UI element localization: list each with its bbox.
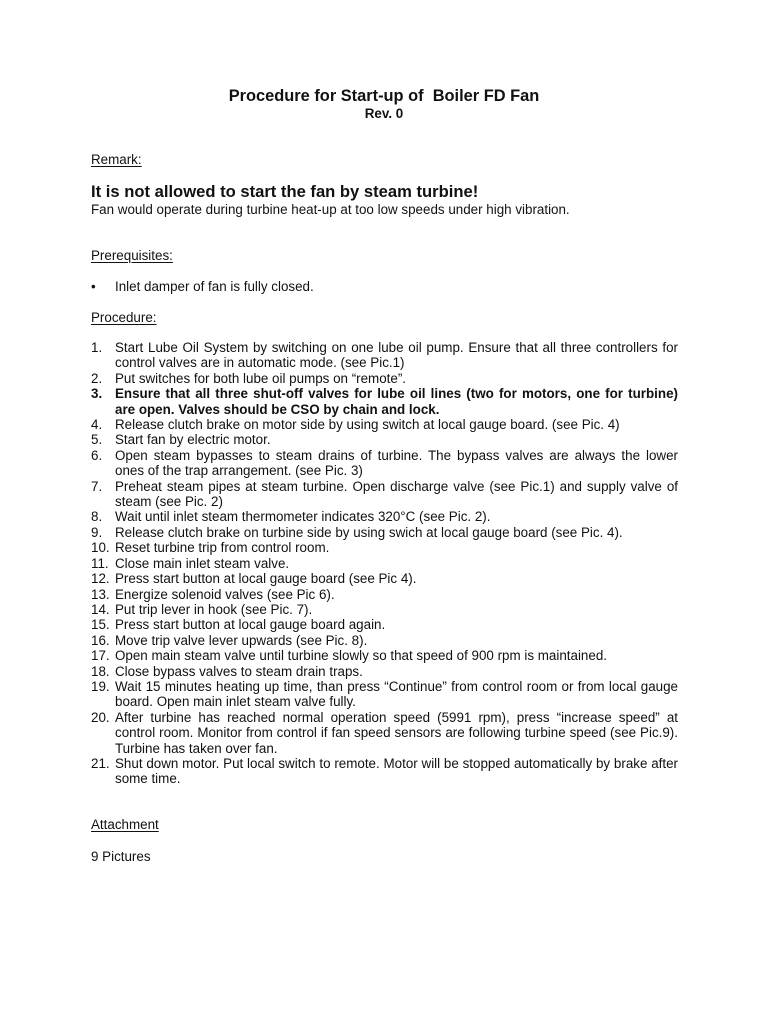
step-number: 7.: [91, 478, 103, 494]
step-text: Start fan by electric motor.: [115, 432, 271, 448]
procedure-step: [91, 371, 678, 386]
procedure-step: [91, 525, 678, 540]
step-number: 14.: [91, 601, 110, 617]
revision-label: Rev. 0: [364, 106, 404, 121]
procedure-step: [91, 540, 678, 555]
step-text: Put trip lever in hook (see Pic. 7).: [115, 601, 313, 617]
procedure-heading: Procedure:: [91, 310, 157, 325]
step-number: 13.: [91, 586, 110, 602]
procedure-step: [91, 679, 678, 710]
prerequisite-text: Inlet damper of fan is fully closed.: [115, 279, 314, 294]
step-number: 21.: [91, 755, 110, 771]
step-text: Press start button at local gauge board (see Pic 4).: [115, 571, 417, 587]
procedure-step: [91, 710, 678, 756]
step-number: 2.: [91, 370, 103, 386]
step-text: Wait until inlet steam thermometer indicates 320°C (see Pic. 2).: [115, 509, 491, 525]
step-number: 19.: [91, 678, 110, 694]
step-number: 11.: [91, 555, 109, 571]
procedure-step: [91, 587, 678, 602]
warning-text: It is not allowed to start the fan by steam turbine!: [91, 182, 479, 201]
document-title: Procedure for Start-up of Boiler FD Fan: [228, 87, 540, 105]
step-text: Release clutch brake on motor side by using switch at local gauge board. (see Pic. 4): [115, 417, 620, 433]
step-number: 10.: [91, 540, 110, 556]
prerequisite-item: [91, 279, 314, 295]
step-number: 4.: [91, 417, 103, 433]
step-text: Reset turbine trip from control room.: [115, 540, 330, 556]
step-number: 9.: [91, 524, 103, 540]
step-text: Move trip valve lever upwards (see Pic. 8).: [115, 632, 368, 648]
procedure-step: [91, 617, 678, 632]
step-text: After turbine has reached normal operation speed (5991 rpm), press “increase speed” at control room. Monitor from control if fan speed sensors are following turbine speed (see Pic.9). Turbine has taken over fan.: [115, 709, 678, 756]
step-text: Release clutch brake on turbine side by using swich at local gauge board (see Pic. 4).: [115, 524, 623, 540]
procedure-step: [91, 340, 678, 371]
step-text: Wait 15 minutes heating up time, than press “Continue” from control room or from local gauge board. Open main inlet steam valve fully.: [115, 678, 678, 710]
procedure-step: [91, 556, 678, 571]
step-text: Start Lube Oil System by switching on one lube oil pump. Ensure that all three controllers for control valves are in automatic mode. (see Pic.1): [115, 340, 678, 371]
bullet-icon: •: [91, 279, 96, 294]
procedure-step: [91, 432, 678, 447]
step-number: 3.: [91, 386, 103, 402]
step-text: Close main inlet steam valve.: [115, 555, 290, 571]
step-text: Shut down motor. Put local switch to remote. Motor will be stopped automatically by brake after some time.: [115, 755, 678, 787]
step-number: 12.: [91, 571, 110, 587]
step-text: Open steam bypasses to steam drains of turbine. The bypass valves are always the lower ones of the trap arrangement. (see Pic. 3): [115, 447, 678, 479]
attachment-text: 9 Pictures: [91, 849, 151, 864]
step-number: 6.: [91, 447, 103, 463]
step-text: Ensure that all three shut-off valves for lube oil lines (two for motors, one for turbine) are open. Valves should be CSO by chain and lock.: [115, 386, 678, 417]
procedure-step: [91, 571, 678, 586]
procedure-step: [91, 602, 678, 617]
step-text: Energize solenoid valves (see Pic 6).: [115, 586, 335, 602]
step-number: 20.: [91, 709, 110, 725]
procedure-step: [91, 633, 678, 648]
step-number: 16.: [91, 632, 110, 648]
step-number: 18.: [91, 663, 110, 679]
procedure-step: [91, 756, 678, 787]
step-number: 5.: [91, 432, 103, 448]
procedure-step: [91, 417, 678, 432]
procedure-step: [91, 509, 678, 524]
step-number: 1.: [91, 340, 103, 355]
step-number: 15.: [91, 617, 110, 633]
prerequisites-heading: Prerequisites:: [91, 248, 173, 263]
remark-heading: Remark:: [91, 152, 142, 167]
step-number: 8.: [91, 509, 103, 525]
step-text: Put switches for both lube oil pumps on “remote”.: [115, 370, 407, 386]
procedure-step: [91, 664, 678, 679]
warning-note: Fan would operate during turbine heat-up at too low speeds under high vibration.: [91, 202, 570, 217]
step-text: Open main steam valve until turbine slowly so that speed of 900 rpm is maintained.: [115, 648, 607, 664]
step-text: Preheat steam pipes at steam turbine. Open discharge valve (see Pic.1) and supply valve of steam (see Pic. 2): [115, 478, 678, 510]
procedure-step: [91, 479, 678, 510]
procedure-step: [91, 386, 678, 417]
procedure-step: [91, 648, 678, 663]
step-text: Close bypass valves to steam drain traps.: [115, 663, 363, 679]
step-text: Press start button at local gauge board again.: [115, 617, 386, 633]
step-number: 17.: [91, 648, 110, 664]
procedure-steps-list: [91, 340, 678, 787]
procedure-step: [91, 448, 678, 479]
attachment-heading: Attachment: [91, 817, 159, 832]
